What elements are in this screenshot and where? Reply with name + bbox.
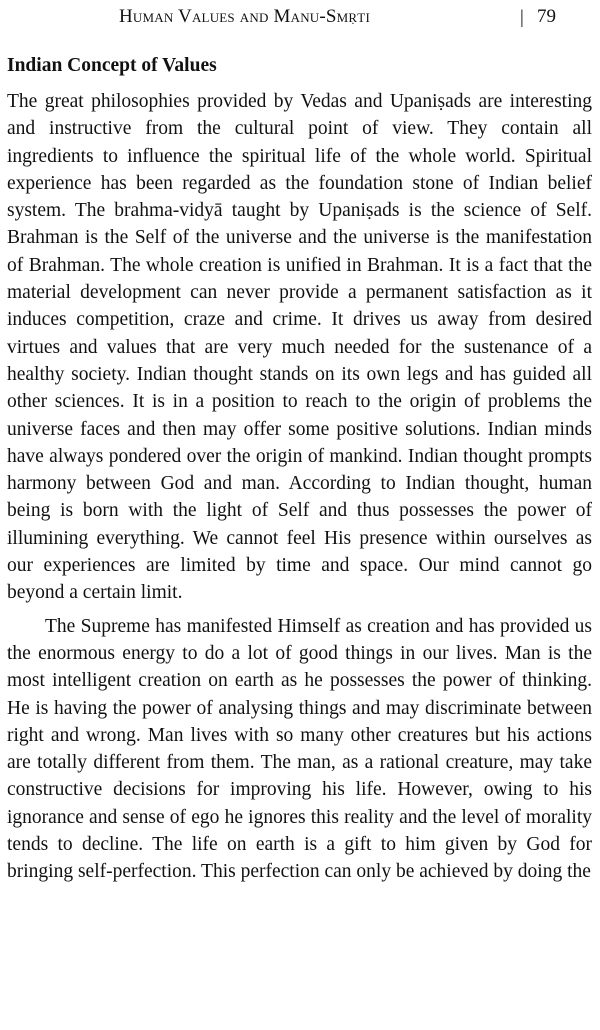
running-head-separator: |	[520, 7, 524, 28]
paragraph-1: The great philosophies provided by Vedas and Upaniṣads are interesting and instructive from the cultural point of view. They contain all ingredients to influence the spiritual life of the whole world. Spiritual experience has been regarded as the foundation stone of Indian belief system. The brahma-vidyā taught by Upaniṣads is the science of Self. Brahman is the Self of the universe and the universe is the manifestation of Brahman. The whole creation is unified in Brahman. It is a fact that the material development can never provide a permanent satisfaction as it induces competition, craze and crime. It drives us away from desired virtues and values that are very much needed for the sustenance of a healthy society. Indian thought stands on its own legs and has guided all other sciences. It is in a position to reach to the origin of problems the universe faces and then may offer some positive solutions. Indian minds have always pondered over the origin of mankind. Indian thought prompts harmony between God and man. According to Indian thought, human being is born with the light of Self and thus possesses the power of illumining everything. We cannot feel His presence within ourselves as our experiences are limited by time and space. Our mind cannot go beyond a certain limit.	[7, 91, 592, 604]
running-head	[7, 6, 592, 30]
running-head-title: Human Values and Manu-Smṛti	[119, 6, 370, 27]
page-number: 79	[537, 6, 556, 27]
body-text	[7, 88, 592, 886]
paragraph-2: The Supreme has manifested Himself as creation and has provided us the enormous energy to do a lot of good things in our lives. Man is the most intelligent creation on earth as he possesses the power of thinking. He is having the power of analysing things and may discriminate between right and wrong. Man lives with so many other creatures but his actions are totally different from them. The man, as a rational creature, may take constructive decisions for improving his life. However, owing to his ignorance and sense of ego he ignores this reality and the level of morality tends to decline. The life on earth is a gift to him given by God for bringing self-perfection. This perfection can only be achieved by doing the	[7, 615, 592, 883]
section-heading: Indian Concept of Values	[7, 55, 217, 76]
